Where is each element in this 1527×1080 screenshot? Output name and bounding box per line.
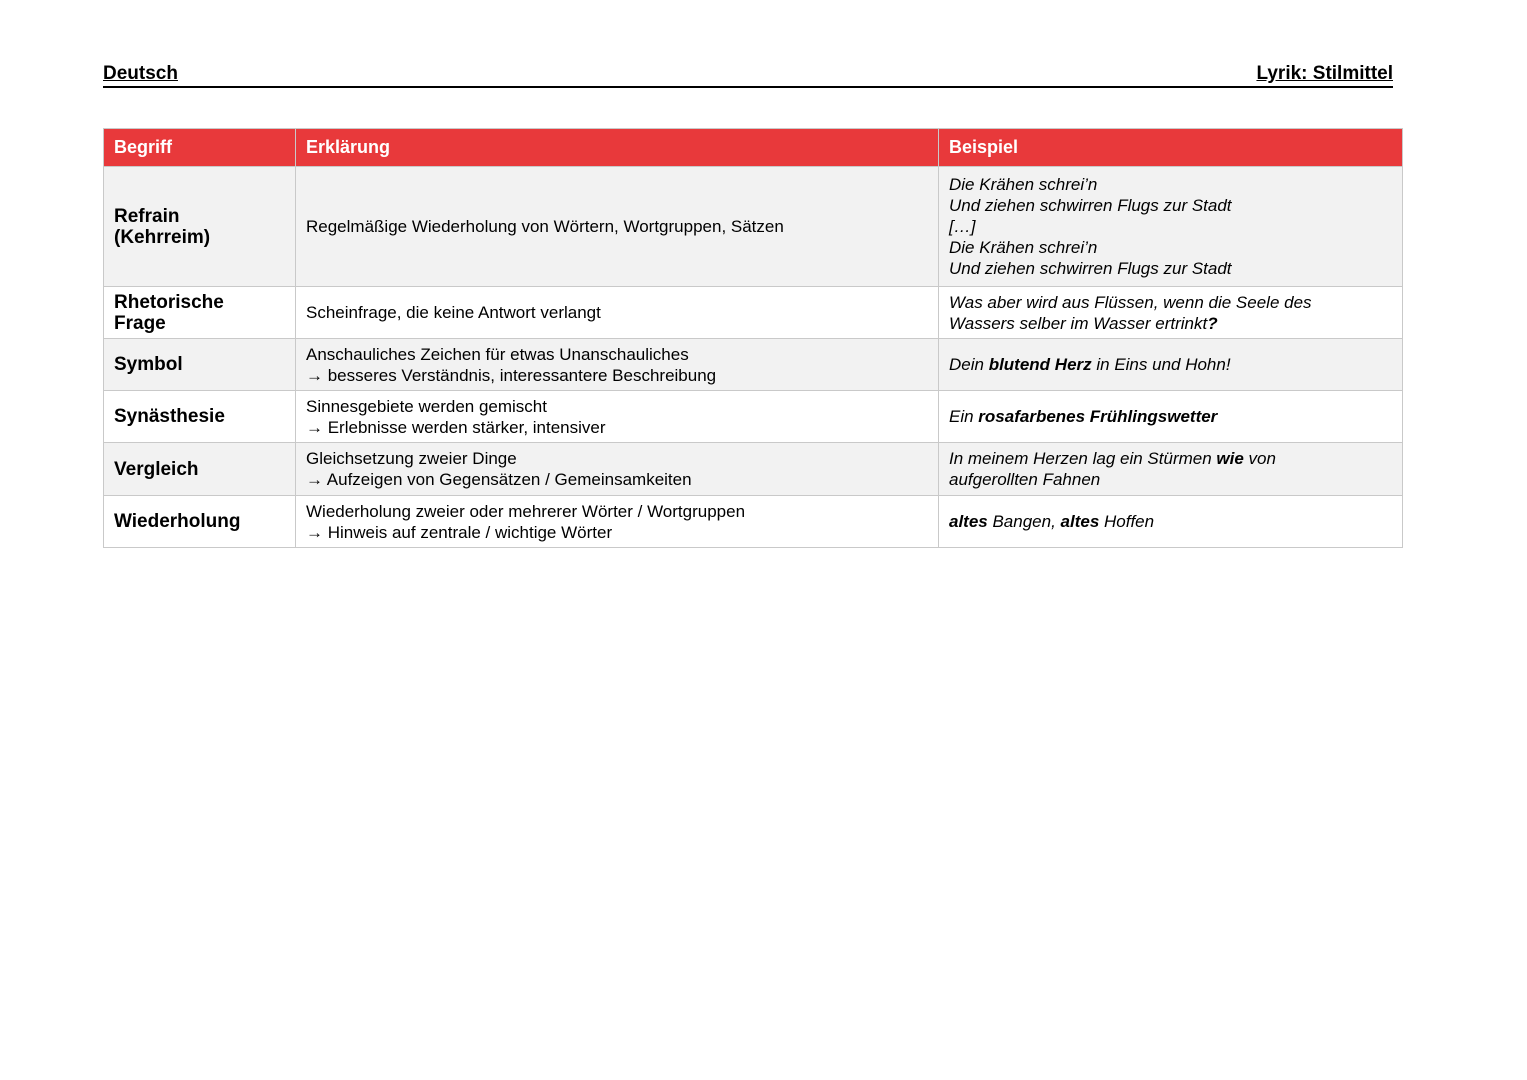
example-line xyxy=(949,174,1392,195)
example-cell xyxy=(939,496,1403,548)
example-text: aufgerollten Fahnen xyxy=(949,470,1101,489)
example-line xyxy=(949,511,1392,532)
term-cell xyxy=(104,496,296,548)
example-emphasis: rosafarbenes Frühlingswetter xyxy=(978,407,1218,426)
term-text: Symbol xyxy=(114,354,183,375)
explanation-text: → besseres Verständnis, interessantere Beschreibung xyxy=(306,365,717,385)
example-text: Und ziehen schwirren Flugs zur Stadt xyxy=(949,259,1232,278)
term-text: Synästhesie xyxy=(114,406,225,427)
example-line xyxy=(949,406,1392,427)
column-header-begriff: Begriff xyxy=(104,129,296,167)
example-text: In meinem Herzen lag ein Stürmen xyxy=(949,449,1217,468)
example-text: Was aber wird aus Flüssen, wenn die Seele des xyxy=(949,292,1312,312)
example-text: Dein xyxy=(949,355,989,374)
example-cell xyxy=(939,167,1403,287)
table-row xyxy=(104,391,1403,443)
term-text: Wiederholung xyxy=(114,511,241,532)
explanation-text: → Hinweis auf zentrale / wichtige Wörter xyxy=(306,522,613,542)
term-cell xyxy=(104,287,296,339)
example-line xyxy=(949,216,1392,237)
page-header xyxy=(103,62,1393,88)
example-text: Ein xyxy=(949,407,979,426)
example-text: Bangen, xyxy=(987,512,1061,531)
example-emphasis: blutend Herz xyxy=(988,355,1092,374)
explanation-text: Gleichsetzung zweier Dinge xyxy=(306,449,517,468)
example-text: Die Krähen schrei’n xyxy=(949,175,1098,194)
example-text: Hoffen xyxy=(1099,512,1155,531)
term-cell xyxy=(104,391,296,443)
table-header-row xyxy=(104,129,1403,167)
explanation-cell xyxy=(296,287,939,339)
explanation-cell xyxy=(296,443,939,496)
example-text: Und ziehen schwirren Flugs zur Stadt xyxy=(949,196,1232,215)
column-header-beispiel: Beispiel xyxy=(939,129,1403,167)
explanation-text: Wiederholung zweier oder mehrerer Wörter / Wortgruppen xyxy=(306,501,746,521)
table-row xyxy=(104,496,1403,548)
explanation-text: Anschauliches Zeichen für etwas Unanschauliches xyxy=(306,344,689,364)
column-header-erklaerung: Erklärung xyxy=(296,129,939,167)
example-cell xyxy=(939,287,1403,339)
explanation-text: Sinnesgebiete werden gemischt xyxy=(306,396,547,416)
example-line xyxy=(949,292,1392,313)
example-emphasis: altes xyxy=(1060,512,1100,531)
term-cell xyxy=(104,443,296,496)
explanation-text: Regelmäßige Wiederholung von Wörtern, Wortgruppen, Sätzen xyxy=(306,217,784,236)
table-row xyxy=(104,339,1403,391)
example-line xyxy=(949,195,1392,216)
example-line xyxy=(949,237,1392,258)
explanation-cell xyxy=(296,339,939,391)
example-text: Die Krähen schrei’n xyxy=(949,238,1098,257)
example-cell xyxy=(939,339,1403,391)
example-text: […] xyxy=(949,217,976,236)
explanation-cell xyxy=(296,391,939,443)
topic-title: Lyrik: Stilmittel xyxy=(1256,63,1393,84)
example-line xyxy=(949,469,1392,490)
example-text: in Eins und Hohn! xyxy=(1091,355,1231,374)
term-cell xyxy=(104,167,296,287)
example-emphasis: wie xyxy=(1216,449,1244,468)
table-row xyxy=(104,443,1403,496)
explanation-text: Scheinfrage, die keine Antwort verlangt xyxy=(306,303,601,322)
explanation-cell xyxy=(296,167,939,287)
term-text: Frage xyxy=(114,312,166,334)
explanation-cell xyxy=(296,496,939,548)
example-cell xyxy=(939,391,1403,443)
term-text: Vergleich xyxy=(114,458,199,480)
explanation-text: → Aufzeigen von Gegensätzen / Gemeinsamkeiten xyxy=(306,470,692,489)
example-emphasis: altes xyxy=(949,512,988,531)
example-emphasis: ? xyxy=(1207,313,1218,333)
term-cell xyxy=(104,339,296,391)
example-line xyxy=(949,313,1392,334)
term-text: Rhetorische xyxy=(114,291,224,313)
term-text: (Kehrreim) xyxy=(114,226,211,248)
stilmittel-table xyxy=(103,128,1403,548)
table-row xyxy=(104,167,1403,287)
example-text: Wassers selber im Wasser ertrinkt xyxy=(949,313,1208,333)
example-line xyxy=(949,448,1392,469)
example-text: von xyxy=(1243,449,1276,468)
example-line xyxy=(949,354,1392,375)
table-body xyxy=(104,167,1403,548)
subject-title: Deutsch xyxy=(103,63,178,84)
term-text: Refrain xyxy=(114,205,180,227)
table-row xyxy=(104,287,1403,339)
example-line xyxy=(949,258,1392,279)
explanation-text: → Erlebnisse werden stärker, intensiver xyxy=(306,417,606,437)
example-cell xyxy=(939,443,1403,496)
